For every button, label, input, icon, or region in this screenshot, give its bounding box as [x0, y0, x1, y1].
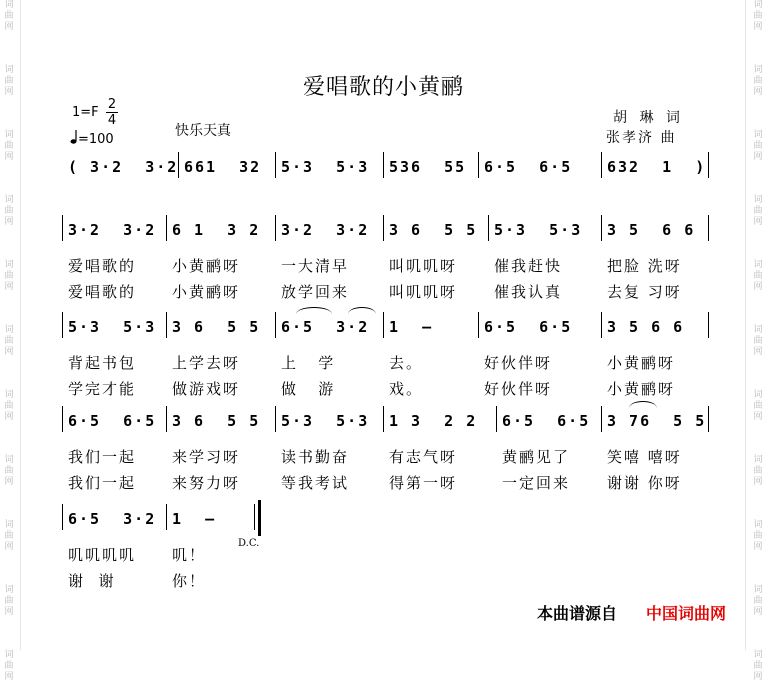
lyric-line-1: 催我赶快	[494, 257, 563, 275]
measure-notes: 5·3 5·3	[281, 158, 370, 176]
bar-line	[383, 406, 384, 432]
measure-notes: 6·5 6·5	[484, 318, 573, 336]
measure-notes: 3 6 5 5	[172, 318, 261, 336]
bar-line	[478, 312, 479, 338]
lyric-line-1: 背起书包	[68, 354, 137, 372]
bar-line	[166, 215, 167, 241]
measure-notes: ( 3·2 3·2	[68, 158, 179, 176]
lyric-line-2: 得第一呀	[389, 474, 458, 492]
lyric-line-2: 你！	[172, 572, 207, 590]
bar-line	[166, 312, 167, 338]
quarter-note-icon	[70, 129, 78, 149]
tempo-marking: =100	[70, 129, 114, 149]
lyric-line-1: 来学习呀	[172, 448, 241, 466]
measure-notes: 661 32	[184, 158, 262, 176]
bar-line	[383, 152, 384, 178]
measure-notes: 536 55	[389, 158, 467, 176]
measure-notes: 3·2 3·2	[68, 221, 157, 239]
lyric-line-1: 小黄鹂呀	[607, 354, 676, 372]
tie-mark	[296, 307, 332, 314]
measure-notes: 3 76 5 5	[607, 412, 707, 430]
tie-mark	[629, 401, 657, 408]
lyric-line-2: 谢 谢	[68, 572, 116, 590]
dc-marking: D.C.	[238, 538, 260, 549]
watermark-left: 词 曲 网 词 曲 网 词 曲 网 词 曲 网 词 曲 网 词 曲 网 词 曲 网 词 曲 网 词 曲 网 词 曲 网 词 曲 网	[4, 0, 14, 682]
bar-line	[496, 406, 497, 432]
lyric-line-2: 学完才能	[68, 380, 137, 398]
lyric-line-2: 小黄鹂呀	[607, 380, 676, 398]
lyric-line-2: 好伙伴呀	[484, 380, 553, 398]
lyric-line-2: 等我考试	[281, 474, 350, 492]
lyric-line-2: 来努力呀	[172, 474, 241, 492]
lyric-line-2: 叫叽叽呀	[389, 283, 458, 301]
lyric-line-1: 读书勤奋	[281, 448, 350, 466]
bar-line	[601, 312, 602, 338]
bar-line	[601, 152, 602, 178]
lyric-line-1: 上学去呀	[172, 354, 241, 372]
tie-mark	[348, 307, 376, 314]
measure-notes: 6·5 6·5	[68, 412, 157, 430]
time-signature: 2 4	[107, 97, 117, 128]
measure-notes: 6·5 3·2	[68, 510, 157, 528]
lyric-line-2: 戏。	[389, 380, 424, 398]
lyric-line-2: 放学回来	[281, 283, 350, 301]
measure-notes: 632 1 )	[607, 158, 707, 176]
lyric-line-2: 做游戏呀	[172, 380, 241, 398]
bar-line	[601, 406, 602, 432]
measure-notes: 3 6 5 5	[172, 412, 261, 430]
bar-line	[708, 312, 709, 338]
final-bar-line	[258, 500, 261, 536]
mood-marking: 快乐天真	[175, 123, 231, 139]
song-title: 爱唱歌的小黄鹂	[302, 75, 464, 100]
bar-line	[383, 215, 384, 241]
lyric-line-1: 上 学	[281, 354, 336, 372]
lyric-line-1: 爱唱歌的	[68, 257, 137, 275]
measure-notes: 1 –	[389, 318, 434, 336]
bar-line	[178, 152, 179, 178]
bar-line	[62, 406, 63, 432]
measure-notes: 6·5 6·5	[502, 412, 591, 430]
bar-line	[166, 504, 167, 530]
lyric-line-1: 小黄鹂呀	[172, 257, 241, 275]
bar-line	[62, 504, 63, 530]
measure-notes: 1 3 2 2	[389, 412, 478, 430]
lyric-line-1: 一大清早	[281, 257, 350, 275]
lyric-line-1: 把脸 洗呀	[607, 257, 682, 275]
bar-line	[708, 152, 709, 178]
measure-notes: 5·3 5·3	[494, 221, 583, 239]
bar-line	[708, 215, 709, 241]
key-signature: 1=F	[72, 105, 99, 120]
lyricist-credit: 胡 琳 词	[613, 110, 684, 126]
bar-line	[166, 406, 167, 432]
lyric-line-1: 笑嘻 嘻呀	[607, 448, 682, 466]
lyric-line-2: 谢谢 你呀	[607, 474, 682, 492]
lyric-line-2: 催我认真	[494, 283, 563, 301]
bar-line	[275, 406, 276, 432]
measure-notes: 3 6 5 5	[389, 221, 478, 239]
bar-line	[488, 215, 489, 241]
lyric-line-1: 叫叽叽呀	[389, 257, 458, 275]
lyric-line-2: 小黄鹂呀	[172, 283, 241, 301]
lyric-line-1: 我们一起	[68, 448, 137, 466]
bar-line	[275, 152, 276, 178]
measure-notes: 6·5 3·2	[281, 318, 370, 336]
bar-line	[254, 504, 255, 530]
lyric-line-2: 做 游	[281, 380, 336, 398]
lyric-line-2: 爱唱歌的	[68, 283, 137, 301]
bar-line	[275, 312, 276, 338]
measure-notes: 5·3 5·3	[281, 412, 370, 430]
lyric-line-1: 去。	[389, 354, 424, 372]
composer-credit: 张孝济 曲	[606, 130, 677, 146]
lyric-line-2: 一定回来	[502, 474, 571, 492]
watermark-group: 词 曲 网	[4, 0, 14, 32]
lyric-line-1: 叽叽叽叽	[68, 546, 137, 564]
lyric-line-1: 有志气呀	[389, 448, 458, 466]
measure-notes: 5·3 5·3	[68, 318, 157, 336]
measure-notes: 3·2 3·2	[281, 221, 370, 239]
lyric-line-1: 黄鹂见了	[502, 448, 571, 466]
measure-notes: 1 –	[172, 510, 217, 528]
bar-line	[62, 215, 63, 241]
measure-notes: 3 5 6 6	[607, 318, 685, 336]
bar-line	[708, 406, 709, 432]
bar-line	[275, 215, 276, 241]
source-site-link[interactable]: 中国词曲网	[646, 604, 727, 623]
measure-notes: 6·5 6·5	[484, 158, 573, 176]
bar-line	[601, 215, 602, 241]
lyric-line-2: 我们一起	[68, 474, 137, 492]
bar-line	[62, 312, 63, 338]
source-label: 本曲谱源自	[537, 604, 618, 623]
bar-line	[478, 152, 479, 178]
watermark-right: 词 曲 网 词 曲 网 词 曲 网 词 曲 网 词 曲 网 词 曲 网 词 曲 网 词 曲 网 词 曲 网 词 曲 网 词 曲 网	[753, 0, 763, 682]
bar-line	[383, 312, 384, 338]
lyric-line-2: 去复 习呀	[607, 283, 682, 301]
lyric-line-1: 叽！	[172, 546, 207, 564]
measure-notes: 6 1 3 2	[172, 221, 261, 239]
measure-notes: 3 5 6 6	[607, 221, 696, 239]
lyric-line-1: 好伙伴呀	[484, 354, 553, 372]
